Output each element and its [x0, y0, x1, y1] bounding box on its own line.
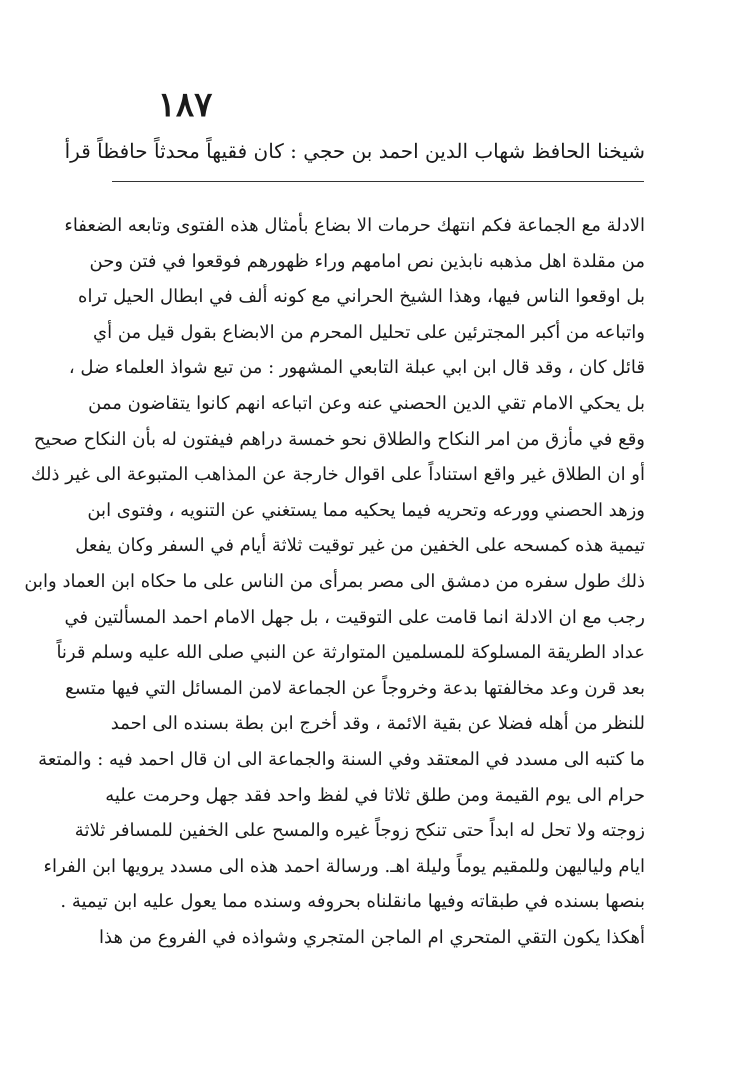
body-text [24, 208, 645, 955]
text-line: رجب مع ان الادلة انما قامت على التوقيت ، بل جهل الامام احمد المسألتين في [64, 606, 645, 628]
text-line: زوجته ولا تحل له ابداً حتى تنكح زوجاً غيره والمسح على الخفين للمسافر ثلاثة [74, 820, 645, 842]
text-line: وزهد الحصني وورعه وتحريه فيما يحكيه مما يستغني عن التنويه ، وفتوى ابن [87, 499, 645, 521]
text-line: قائل كان ، وقد قال ابن ابي عبلة التابعي المشهور : من تبع شواذ العلماء ضل ، [68, 357, 645, 379]
text-line: أو ان الطلاق غير واقع استناداً على اقوال خارجة عن المذاهب المتبوعة الى غير ذلك [30, 464, 645, 486]
text-line: الادلة مع الجماعة فكم انتهك حرمات الا بضاع بأمثال هذه الفتوى وتابعه الضعفاء [64, 215, 645, 236]
header-divider [112, 181, 644, 182]
text-line: ما كتبه الى مسدد في المعتقد وفي السنة والجماعة الى ان قال احمد فيه : والمتعة [38, 748, 645, 770]
text-line: حرام الى يوم القيمة ومن طلق ثلاثا في لفظ واحد فقد جهل وحرمت عليه [105, 784, 645, 806]
text-line: ذلك طول سفره من دمشق الى مصر بمرأى من الناس على ما حكاه ابن العماد وابن [24, 570, 645, 592]
text-line: بل يحكي الامام تقي الدين الحصني عنه وعن اتباعه انهم كانوا يتقاضون ممن [88, 392, 645, 414]
text-line: من مقلدة اهل مذهبه نابذين نص امامهم وراء ظهورهم فوقعوا في فتن وحن [89, 250, 645, 272]
running-header: شيخنا الحافظ شهاب الدين احمد بن حجي : كان فقيهاً محدثاً حافظاً قرأ [64, 139, 645, 163]
text-line: واتباعه من أكبر المجترئين على تحليل المحرم من الابضاع بقول قيل من أي [93, 321, 645, 343]
text-line: تيمية هذه كمسحه على الخفين من غير توقيت ثلاثة أيام في السفر وكان يفعل [75, 535, 645, 557]
text-line: أهكذا يكون التقي المتحري ام الماجن المتجري وشواذه في الفروع من هذا [99, 926, 645, 948]
text-line: بعد قرن وعد مخالفتها بدعة وخروجاً عن الجماعة لامن المسائل التي فيها متسع [65, 677, 645, 699]
text-line: بل اوقعوا الناس فيها، وهذا الشيخ الحراني مع كونه ألف في ابطال الحيل تراه [78, 286, 645, 308]
page-number: ١٨٧ [157, 85, 213, 125]
text-line: عداد الطريقة المسلوكة للمسلمين المتوارثة عن النبي صلى الله عليه وسلم قرناً [56, 642, 645, 664]
text-line: ايام ولياليهن وللمقيم يوماً وليلة اهـ. ورسالة احمد هذه الى مسدد يرويها ابن الفراء [43, 855, 645, 877]
text-line: وقع في مأزق من امر النكاح والطلاق نحو خمسة دراهم فيفتون له بأن النكاح صحيح [33, 428, 645, 450]
text-line: بنصها بسنده في طبقاته وفيها مانقلناه بحروفه وسنده مما يعول عليه ابن تيمية . [60, 891, 645, 913]
text-line: للنظر من أهله فضلا عن بقية الائمة ، وقد أخرج ابن بطة بسنده الى احمد [110, 713, 645, 735]
